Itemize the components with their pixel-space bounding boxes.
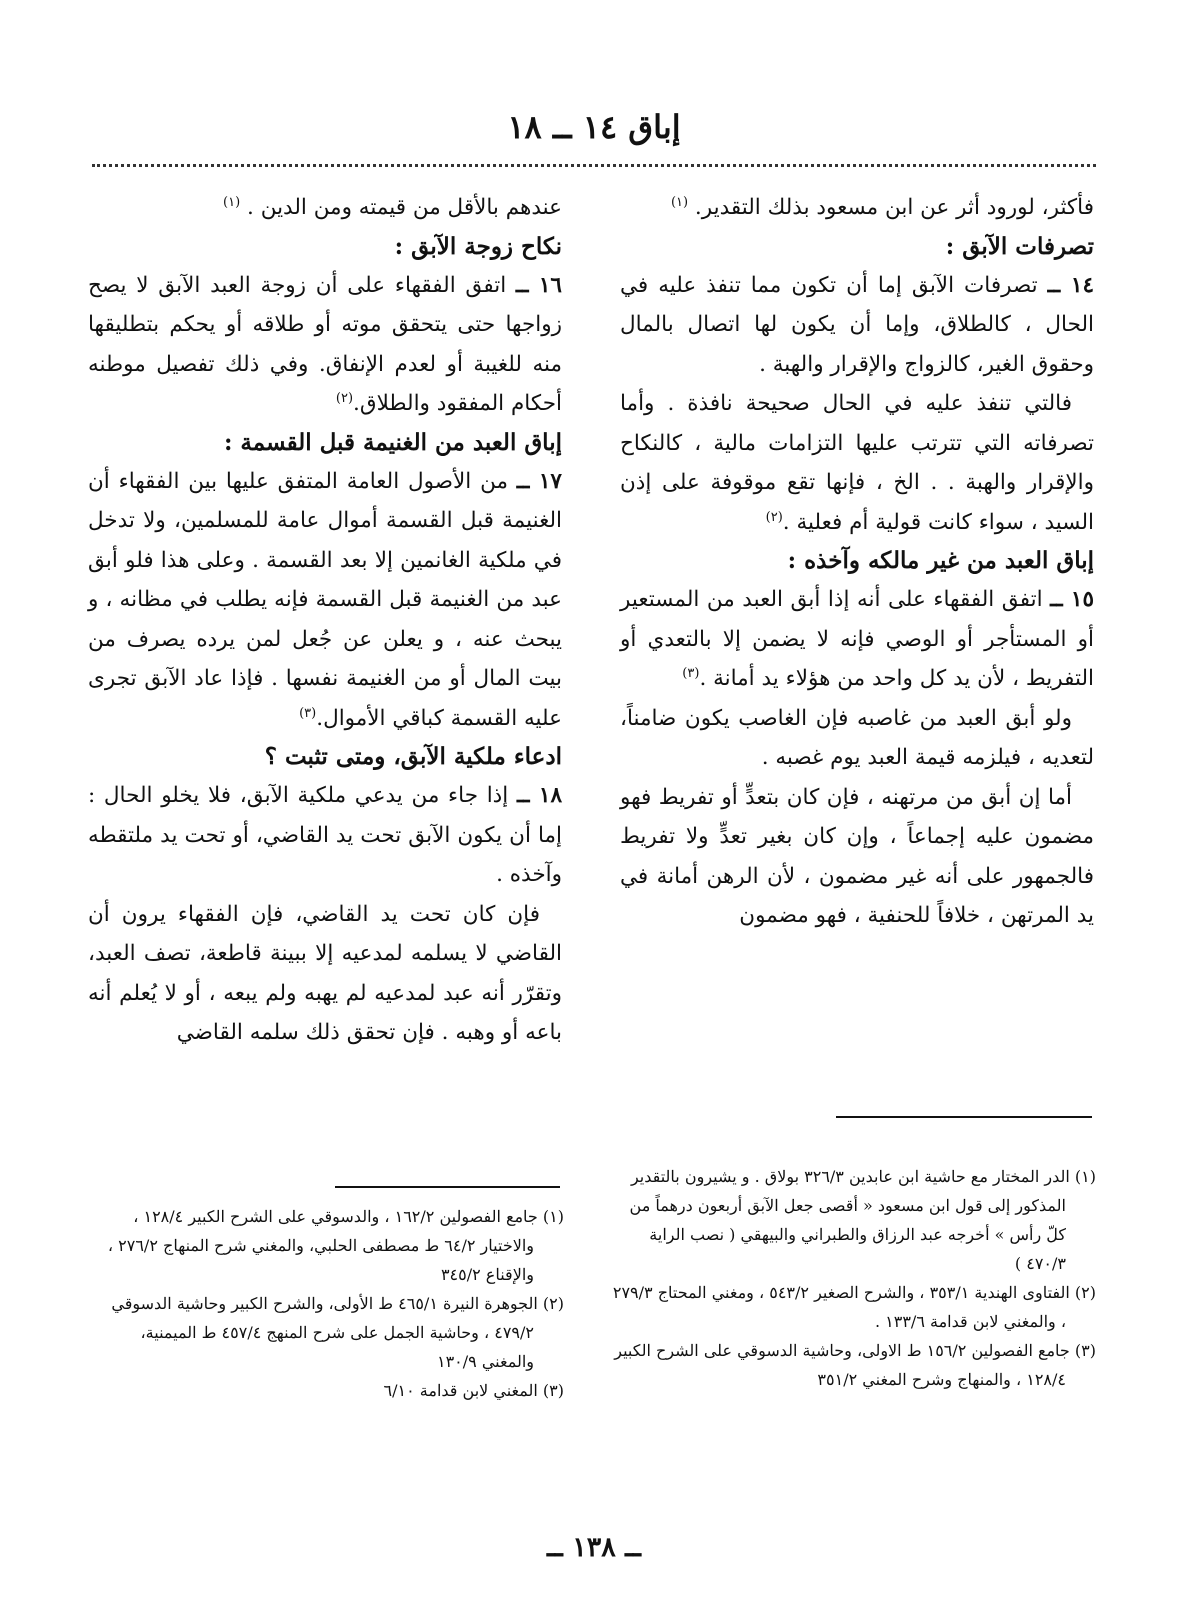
paragraph: ١٥ ــ اتفق الفقهاء على أنه إذا أبق العبد من المستعير أو المستأجر أو الوصي فإنه لا يضمن إلا بالتعدي أو التفريط ، لأن يد كل واحد من هؤلاء يد أمانة .$^{(٣)}$ [620, 587, 1094, 691]
paragraph: ١٤ ــ تصرفات الآبق إما أن تكون مما تنفذ عليه في الحال ، كالطلاق، وإما أن يكون لها اتصال بالمال وحقوق الغير، كالزواج والإقرار والهبة . [620, 272, 1094, 377]
paragraph: فالتي تنفذ عليه في الحال صحيحة نافذة . وأما تصرفاته التي تترتب عليها التزامات مالية ، كالنكاح والإقرار والهبة . . الخ ، فإنها تقع موقوفة على إذن السيد ، سواء كانت قولية أم فعلية .$^{(٢)}$ [620, 391, 1094, 535]
section-heading: ادعاء ملكية الآبق، ومتى تثبت ؟ [264, 743, 562, 770]
header-divider [92, 164, 1096, 167]
footnote-marker: (١) [670, 194, 689, 210]
section-heading: إباق العبد من غير مالكه وآخذه : [787, 547, 1094, 574]
section-heading: إباق العبد من الغنيمة قبل القسمة : [223, 428, 562, 456]
footnote-marker: (٢) [335, 390, 354, 406]
footnote: (١) جامع الفصولين ١٦٢/٢ ، والدسوقي على الشرح الكبير ١٢٨/٤ ، والاختيار ٦٤/٢ ط مصطفى الحلبي، والمغني شرح المنهاج ٢٧٦/٢ ، والإقناع ٣٤٥/٢ [107, 1207, 564, 1284]
right-column [620, 188, 1094, 936]
section-number: ١٧ ــ [516, 468, 562, 494]
section-number: ١٨ ــ [516, 783, 562, 808]
section-number: ١٤ ــ [1047, 272, 1094, 298]
page-number: ــ ١٣٨ ــ [547, 1532, 641, 1563]
section-heading: نكاح زوجة الآبق : [394, 232, 562, 260]
footnote: (٣) جامع الفصولين ١٥٦/٢ ط الاولى، وحاشية الدسوقي على الشرح الكبير ١٢٨/٤ ، والمنهاج وشرح المغني ٣٥١/٢ [614, 1341, 1096, 1389]
footnotes-right [608, 1162, 1096, 1394]
page-header: إباق ١٤ ــ ١٨ [507, 108, 681, 146]
footnote-marker: (١) [223, 194, 241, 210]
footnote: (٣) المغني لابن قدامة ٦/١٠ [383, 1381, 564, 1400]
footnote-divider [335, 1186, 560, 1188]
paragraph: فإن كان تحت يد القاضي، فإن الفقهاء يرون أن القاضي لا يسلمه لمدعيه إلا ببينة قاطعة، تصف العبد، وتقرّر أنه عبد لمدعيه لم يهبه ولم يبعه ، أو لا يُعلم أنه باعه أو وهبه . فإن تحقق ذلك سلمه القاضي [88, 901, 562, 1045]
paragraph: ولو أبق العبد من غاصبه فإن الغاصب يكون ضامناً، لتعديه ، فيلزمه قيمة العبد يوم غصبه . [620, 705, 1094, 770]
section-number: ١٥ ــ [1050, 587, 1094, 612]
paragraph: ١٦ ــ اتفق الفقهاء على أن زوجة العبد الآبق لا يصح زواجها حتى يتحقق موته أو طلاقه أو يحكم بتطليقها منه للغيبة أو لعدم الإنفاق. وفي ذلك تفصيل موطنه أحكام المفقود والطلاق.$^{(٢)}$ [88, 272, 562, 416]
paragraph: ١٧ ــ من الأصول العامة المتفق عليها بين الفقهاء أن الغنيمة قبل القسمة أموال عامة للمسلمين، ولا تدخل في ملكية الغانمين إلا بعد القسمة . وعلى هذا فلو أبق عبد من الغنيمة قبل القسمة فإنه يطلب في مظانه ، و يبحث عنه ، و يعلن عن جُعل لمن يرده يصرف من بيت المال أو من الغنيمة نفسها . فإذا عاد الآبق تجرى عليه القسمة كباقي الأموال.$^{(٣)}$ [88, 468, 562, 731]
paragraph: فأكثر، لورود أثر عن ابن مسعود بذلك التقدير. $^{(١)}$ [670, 194, 1094, 220]
footnote: (١) الدر المختار مع حاشية ابن عابدين ٣٢٦/٣ بولاق . و يشيرون بالتقدير المذكور إلى قول ابن مسعود « أقصى جعل الآبق أربعون درهماً من كلّ رأس » أخرجه عبد الرزاق والطبراني والبيهقي ( نصب الراية ٤٧٠/٣ ) [629, 1167, 1096, 1273]
footnote-marker: (٢) [765, 509, 783, 525]
section-number: ١٦ ــ [515, 272, 562, 298]
paragraph: عندهم بالأقل من قيمته ومن الدين . $^{(١)}$ [223, 194, 562, 220]
footnote-marker: (٣) [682, 665, 700, 681]
footnote-marker: (٣) [299, 705, 317, 721]
left-column [88, 188, 562, 1053]
footnotes-left [90, 1202, 564, 1405]
paragraph: أما إن أبق من مرتهنه ، فإن كان بتعدٍّ أو تفريط فهو مضمون عليه إجماعاً ، وإن كان بغير تعدٍّ ولا تفريط فالجمهور على أنه غير مضمون ، لأن الرهن أمانة في يد المرتهن ، خلافاً للحنفية ، فهو مضمون [620, 784, 1094, 928]
paragraph: ١٨ ــ إذا جاء من يدعي ملكية الآبق، فلا يخلو الحال : إما أن يكون الآبق تحت يد القاضي، أو تحت يد ملتقطه وآخذه . [88, 783, 562, 887]
footnote-divider [836, 1116, 1092, 1118]
footnote: (٢) الجوهرة النيرة ٤٦٥/١ ط الأولى، والشرح الكبير وحاشية الدسوقي ٤٧٩/٢ ، وحاشية الجمل على شرح المنهج ٤٥٧/٤ ط الميمنية، والمغني ١٣٠/٩ [111, 1294, 564, 1371]
footnote: (٢) الفتاوى الهندية ٣٥٣/١ ، والشرح الصغير ٥٤٣/٢ ، ومغني المحتاج ٢٧٩/٣ ، والمغني لابن قدامة ١٣٣/٦ . [612, 1283, 1096, 1331]
section-heading: تصرفات الآبق : [945, 232, 1094, 260]
